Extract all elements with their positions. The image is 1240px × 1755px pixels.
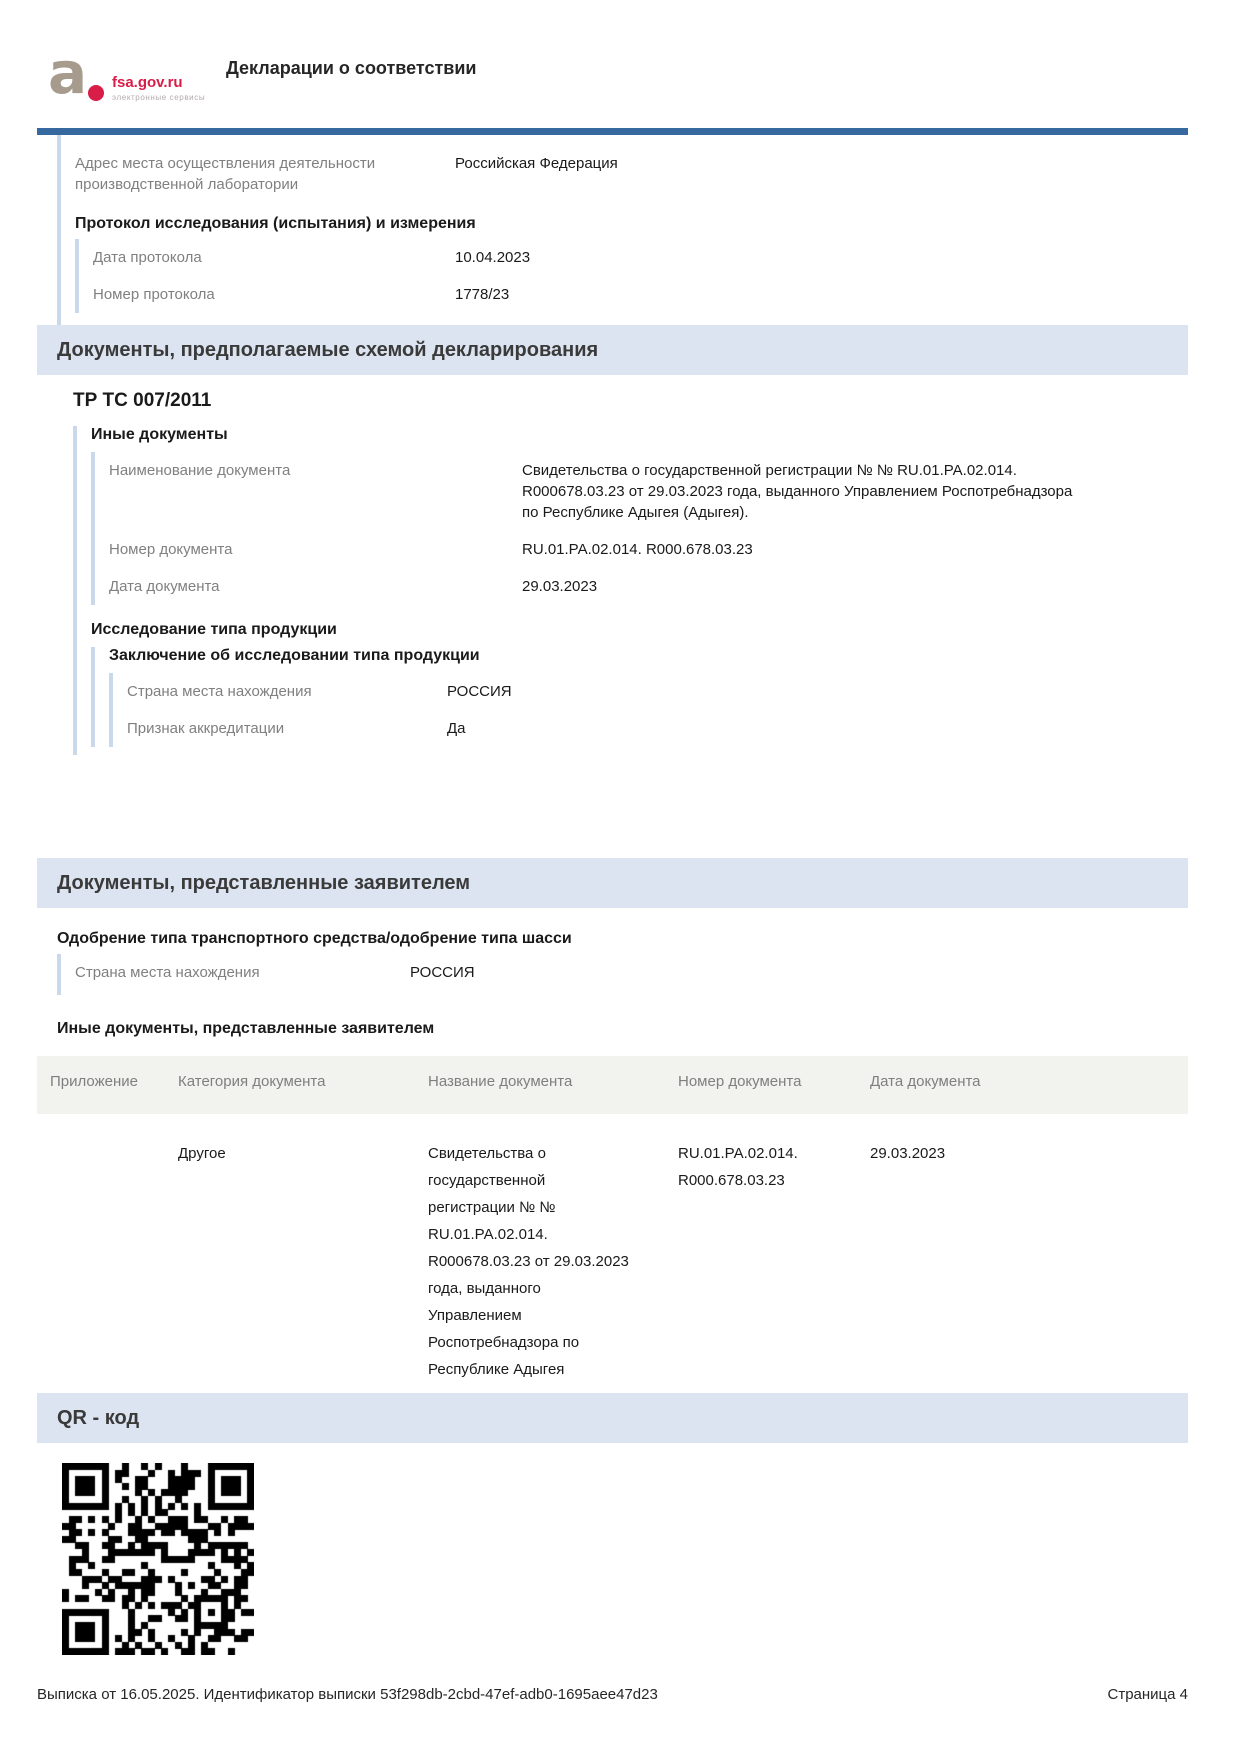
column-header-number: Номер документа [678,1073,802,1090]
table-header-row [37,1056,1188,1114]
section-band-applicant-docs: Документы, представленные заявителем [37,858,1188,908]
page-footer [37,1686,1188,1703]
page-title: Декларации о соответствии [226,58,477,78]
content-area [37,135,1188,1655]
field-row-lab-address [75,145,1188,203]
field-value: 29.03.2023 [522,578,598,595]
field-value: Да [447,720,466,737]
research-subsection [91,647,1188,747]
field-value: 10.04.2023 [455,249,531,266]
table-row [37,1140,1188,1383]
conclusion-heading: Заключение об исследовании типа продукции [109,647,480,664]
cell-attachment [50,1140,178,1383]
field-row-country [127,673,1188,710]
qr-code-container [62,1463,1188,1655]
cell-name: Свидетельства о государственной регистрации № № RU.01.PA.02.014. R000678.03.23 от 29.03.2023 года, выданного Управлением Роспотребнадзора по Республике Адыгея [428,1145,629,1378]
column-header-name: Название документа [428,1073,573,1090]
field-value: RU.01.PA.02.014. R000.678.03.23 [522,541,753,558]
field-label: Номер протокола [93,286,215,303]
field-label: Дата документа [109,578,220,595]
qr-code [62,1463,254,1655]
field-label: Наименование документа [109,462,291,479]
other-docs-heading: Иные документы [91,426,228,443]
fsa-logo-text [112,75,205,102]
conclusion-subsection [109,673,1188,747]
field-label: Страна места нахождения [127,683,312,700]
field-label: Дата протокола [93,249,202,266]
field-label: Страна места нахождения [75,964,260,981]
other-docs-subsection [91,452,1188,605]
section-band-qr: QR - код [37,1393,1188,1443]
section-band-scheme-docs: Документы, предполагаемые схемой декларирования [37,325,1188,375]
footer-page-number: Страница 4 [1107,1686,1188,1703]
field-value: 1778/23 [455,286,510,303]
fsa-logo [48,46,220,104]
field-value: Российская Федерация [455,155,618,172]
page-header [0,0,1240,104]
field-row-doc-name [109,452,1188,531]
protocol-heading: Протокол исследования (испытания) и измерения [75,215,476,232]
field-row-doc-number [109,531,1188,568]
svg-text:a: a [48,46,88,104]
header-divider [37,128,1188,135]
fsa-logo-icon [48,46,110,104]
cell-date: 29.03.2023 [870,1145,946,1162]
field-value: Свидетельства о государственной регистрации № № RU.01.PA.02.014. R000678.03.23 от 29.03.2023 года, выданного Управлением Роспотребнадзора по Республике Адыгея (Адыгея). [522,462,1073,521]
footer-extract-info: Выписка от 16.05.2025. Идентификатор выписки 53f298db-2cbd-47ef-adb0-1695aee47d23 [37,1686,658,1703]
tr-ts-section [73,426,1188,755]
approval-subsection [57,954,1188,995]
field-row-protocol-date [93,239,1188,276]
column-header-category: Категория документа [178,1073,326,1090]
research-heading: Исследование типа продукции [91,621,337,638]
field-label: Признак аккредитации [127,720,285,737]
field-label: Номер документа [109,541,233,558]
field-row-protocol-number [93,276,1188,313]
fsa-logo-url: fsa.gov.ru [112,74,183,91]
approval-heading: Одобрение типа транспортного средства/одобрение типа шасси [57,930,572,947]
field-value: РОССИЯ [410,964,475,981]
field-row-accreditation [127,710,1188,747]
field-row-doc-date [109,568,1188,605]
fsa-logo-subtitle: электронные сервисы [112,93,206,102]
field-label: Адрес места осуществления деятельности производственной лаборатории [75,155,376,193]
tr-ts-heading: ТР ТС 007/2011 [73,390,212,411]
other-applicant-docs-heading: Иные документы, представленные заявителем [57,1020,435,1037]
cell-category: Другое [178,1145,226,1162]
protocol-subsection [75,239,1188,313]
field-row-approval-country [75,954,1188,991]
cell-number: RU.01.PA.02.014. R000.678.03.23 [678,1145,798,1189]
column-header-date: Дата документа [870,1073,981,1090]
column-header-attachment: Приложение [50,1073,138,1090]
lab-section [57,135,1188,325]
applicant-docs-table [37,1056,1188,1383]
field-value: РОССИЯ [447,683,512,700]
